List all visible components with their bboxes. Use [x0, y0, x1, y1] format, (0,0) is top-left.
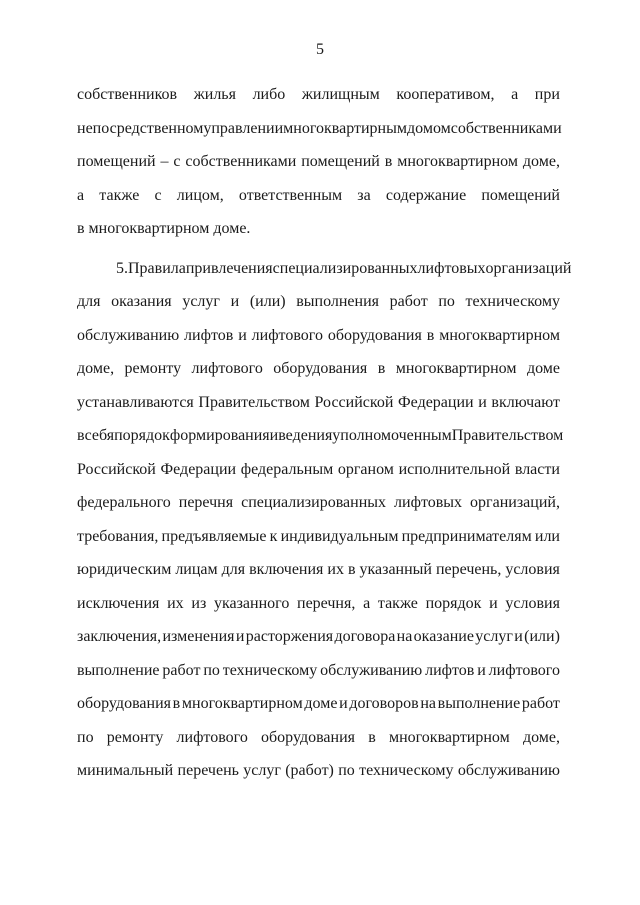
word: а	[511, 86, 519, 103]
word: при	[534, 86, 560, 103]
word: лифтового	[176, 728, 248, 746]
word: лифтов	[425, 661, 475, 679]
word: доме,	[77, 360, 115, 377]
word: выполнения	[296, 293, 380, 310]
text-line	[77, 145, 560, 179]
word: по	[77, 728, 94, 746]
word: в	[368, 728, 376, 746]
word: многоквартирном	[397, 153, 518, 170]
text-line	[77, 620, 560, 654]
word: к	[269, 527, 278, 545]
word: техническому	[222, 661, 318, 679]
word: в	[384, 153, 393, 170]
word: порядок	[114, 427, 170, 444]
word: доме	[304, 695, 338, 712]
body-text	[77, 78, 572, 788]
word: изменения	[162, 628, 235, 645]
word: с	[154, 186, 162, 204]
text-line	[77, 419, 564, 453]
word: ведения	[278, 427, 333, 444]
word: и	[235, 628, 245, 645]
word: оборудования	[261, 728, 356, 746]
word: услуг	[243, 762, 281, 779]
word: многоквартирном	[395, 360, 517, 377]
word: на	[396, 628, 413, 645]
word: оборудования	[273, 360, 368, 377]
word: их	[167, 594, 184, 612]
word: лифтовых	[417, 259, 486, 277]
word: за	[357, 186, 371, 204]
word: минимальный	[77, 762, 174, 779]
word: обслуживанию	[77, 326, 180, 344]
word: содержание	[385, 186, 467, 204]
word: лифтовых	[394, 494, 463, 511]
word: Правительством	[198, 393, 310, 411]
word: домом	[407, 119, 451, 137]
text-line	[77, 687, 560, 721]
word: в	[77, 427, 85, 444]
word: перечня,	[297, 594, 356, 612]
word: 5.	[116, 259, 128, 277]
word: включения	[249, 561, 324, 578]
word: услуг	[182, 293, 220, 310]
text-line	[77, 386, 560, 420]
word: федерального	[77, 494, 171, 511]
word: обслуживанию	[457, 762, 560, 779]
word: на	[420, 695, 436, 712]
word: многоквартирном	[181, 695, 303, 712]
word: в	[347, 561, 356, 578]
word: договоров	[349, 695, 419, 712]
word: и	[514, 628, 523, 645]
word: собственниками	[450, 119, 562, 137]
word: и	[339, 695, 348, 712]
word: специализированных	[272, 259, 418, 277]
word: указанный	[359, 561, 432, 578]
word: и	[230, 293, 240, 310]
word: организаций	[485, 259, 572, 277]
word: а	[363, 594, 371, 612]
word: Российской	[77, 460, 156, 478]
word: многоквартирным	[283, 119, 407, 137]
word: выполнение	[77, 661, 160, 679]
word: –	[160, 153, 169, 170]
word: расторжения	[245, 628, 334, 645]
text-line	[77, 754, 560, 788]
word: также	[99, 186, 140, 204]
word: а	[77, 186, 85, 204]
word: договора	[334, 628, 396, 645]
word: помещений	[481, 186, 560, 204]
word: непосредственном	[77, 119, 204, 137]
text-line	[77, 654, 560, 688]
word: в	[426, 326, 435, 344]
word: органом	[337, 460, 394, 478]
word: предъявляемые	[161, 527, 267, 545]
word: уполномоченным	[332, 427, 452, 444]
word: оказания	[111, 293, 172, 310]
word: требования,	[77, 527, 159, 545]
text-line	[77, 252, 572, 286]
word: Правительством	[451, 427, 564, 444]
word: для	[77, 293, 101, 310]
word: по	[203, 661, 220, 679]
text-line	[77, 553, 560, 587]
text-line	[77, 112, 560, 146]
word: многоквартирном	[388, 728, 510, 746]
word: техническому	[465, 293, 560, 310]
word: выполнение	[437, 695, 521, 712]
word: работ	[162, 661, 201, 679]
text-line	[77, 319, 560, 353]
word: жилья	[193, 86, 236, 103]
word: с	[173, 153, 181, 170]
word: устанавливаются	[77, 393, 194, 411]
word: Российской	[314, 393, 394, 411]
text-line	[77, 78, 560, 112]
word: юридическим	[77, 561, 172, 578]
word: перечня	[178, 494, 234, 511]
word: перечень,	[435, 561, 502, 578]
word: себя	[84, 427, 115, 444]
word: по	[438, 293, 455, 310]
text-line	[77, 486, 560, 520]
word: Федерации	[398, 393, 474, 411]
word: и	[238, 326, 247, 344]
word: оборудования	[77, 695, 171, 712]
word: собственниками	[185, 153, 297, 170]
text-line	[77, 352, 560, 386]
text-line	[77, 179, 560, 213]
word: Федерации	[160, 460, 237, 478]
word: и	[478, 393, 487, 411]
word: лифтового	[191, 360, 263, 377]
word: техническому	[359, 762, 454, 779]
word: также	[377, 594, 418, 612]
word: доме	[526, 360, 560, 377]
text-line: в многоквартирном доме.	[77, 220, 251, 237]
word: и	[269, 427, 279, 444]
word: порядок	[425, 594, 482, 612]
word: доме,	[522, 153, 560, 170]
word: специализированных	[241, 494, 387, 511]
word: многоквартирном	[439, 326, 560, 344]
word: ремонту	[124, 360, 182, 377]
word: условия	[505, 594, 560, 612]
word: заключения,	[77, 628, 162, 645]
word: и	[489, 594, 498, 612]
word: лифтового	[488, 661, 560, 679]
text-line	[77, 587, 560, 621]
word: управлении	[203, 119, 284, 137]
word: власти	[514, 460, 560, 478]
word: исключения	[77, 594, 160, 612]
word: или	[534, 527, 560, 545]
word: (или)	[249, 293, 286, 310]
word: жилищным	[301, 86, 380, 103]
word: условия	[505, 561, 560, 578]
word: перечень	[177, 762, 239, 779]
word: включают	[491, 393, 560, 411]
text-line	[77, 721, 560, 755]
word: из	[191, 594, 207, 612]
word: Правила	[128, 259, 186, 277]
word: либо	[252, 86, 286, 103]
word: и	[477, 661, 486, 679]
word: услуг	[475, 628, 513, 645]
word: индивидуальным	[280, 527, 399, 545]
word: предпринимателям	[401, 527, 532, 545]
text-line	[77, 285, 560, 319]
word: исполнительной	[398, 460, 511, 478]
word: лифтов	[184, 326, 234, 344]
word: доме,	[522, 728, 560, 746]
word: (или)	[524, 628, 560, 645]
word: федеральным	[240, 460, 334, 478]
word: в	[377, 360, 386, 377]
word: формирования	[169, 427, 270, 444]
word: в	[172, 695, 181, 712]
text-line	[77, 453, 560, 487]
word: работ	[389, 293, 428, 310]
word: указанного	[213, 594, 290, 612]
text-line	[77, 520, 560, 554]
word: кооперативом,	[396, 86, 495, 103]
word: лицам	[175, 561, 218, 578]
word: помещений	[77, 153, 156, 170]
word: привлечения	[185, 259, 273, 277]
word: их	[327, 561, 344, 578]
word: для	[221, 561, 246, 578]
word: собственников	[77, 86, 178, 103]
word: лицом,	[176, 186, 224, 204]
word: организаций,	[470, 494, 560, 511]
word: помещений	[301, 153, 380, 170]
word: лифтового	[251, 326, 323, 344]
word: оборудования	[327, 326, 422, 344]
word: (работ)	[285, 762, 334, 779]
word: по	[338, 762, 355, 779]
word: оказание	[413, 628, 474, 645]
word: ремонту	[106, 728, 164, 746]
word: обслуживанию	[320, 661, 423, 679]
page-number: 5	[316, 41, 324, 58]
word: работ	[521, 695, 560, 712]
word: ответственным	[238, 186, 343, 204]
